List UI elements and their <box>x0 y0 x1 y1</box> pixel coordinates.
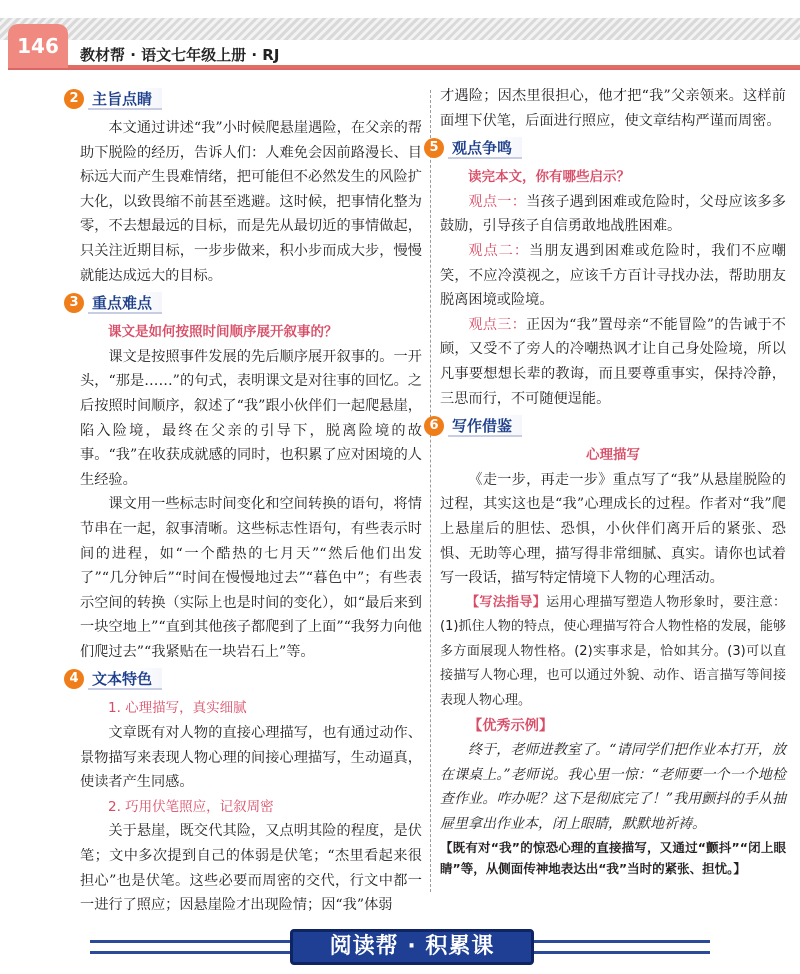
section-title: 观点争鸣 <box>448 137 522 159</box>
viewpoint-3 <box>440 313 786 411</box>
example-note: 【既有对“我”的惊恐心理的直接描写，又通过“颤抖”“闭上眼睛”等，从侧面传神地表达出“我”当时的紧张、担忧。】 <box>440 839 786 876</box>
section-number-badge: 6 <box>424 416 444 436</box>
section-2-heading <box>64 86 422 112</box>
book-title: 教材帮 · 语文七年级上册 · RJ <box>80 46 280 64</box>
section-title: 主旨点睛 <box>88 88 162 110</box>
viewpoint-1 <box>440 190 786 239</box>
viewpoint-text: 当朋友遇到困难或危险时，我们不应嘲笑，不应冷漠视之，应该千方百计寻找办法，帮助朋友脱离困境或险境。 <box>440 242 786 309</box>
writing-paragraph: 《走一步，再走一步》重点写了“我”从悬崖脱险的过程，其实这也是“我”心理成长的过程。作者对“我”爬上悬崖后的胆怯、恐惧，小伙伴们离开后的紧张、恐惧、无助等心理，描写得非常细腻、真实。请你也试着写一段话，描写特定情境下人物的心理活动。 <box>440 471 786 587</box>
key-question: 课文是如何按照时间顺序展开叙事的？ <box>108 324 338 341</box>
section-title: 写作借鉴 <box>448 415 522 437</box>
right-column <box>429 84 786 879</box>
section-number-badge: 5 <box>424 138 444 158</box>
debate-question: 读完本文，你有哪些启示？ <box>468 169 630 186</box>
column-divider <box>430 90 431 892</box>
continued-paragraph: 才遇险；因杰里很担心，他才把“我”父亲领来。这样前面埋下伏笔，后面进行照应，使文章结构严谨而周密。 <box>440 88 786 129</box>
page-number: 146 <box>8 24 68 68</box>
writing-subtitle: 心理描写 <box>586 447 640 464</box>
writing-guide <box>440 591 786 714</box>
example-text: 终于，老师进教室了。“请同学们把作业本打开，放在课桌上。”老师说。我心里一惊：“老师要一个一个地检查作业。咋办呢？这下是彻底完了！”我用颤抖的手从抽屉里拿出作业本，闭上眼睛，默默地祈祷。 <box>440 742 786 833</box>
viewpoint-text: 正因为“我”置母亲“不能冒险”的告诫于不顾，又受不了旁人的冷嘲热讽才让自己身处险境，所以凡事要想想长辈的教诲，而且要尊重事实，保持冷静，三思而行，不可随便逞能。 <box>440 316 786 407</box>
footer-banner: 阅读帮 · 积累课 <box>290 929 534 965</box>
section-title: 重点难点 <box>88 292 162 314</box>
left-column <box>69 84 422 918</box>
section-title: 文本特色 <box>88 668 162 690</box>
viewpoint-label: 观点一： <box>468 193 527 210</box>
feature-subheading: 1. 心理描写，真实细腻 <box>108 700 247 717</box>
header-underline <box>8 68 800 70</box>
guide-label: 【写法指导】 <box>466 594 547 610</box>
section-number-badge: 3 <box>64 293 84 313</box>
analysis-paragraph: 课文用一些标志时间变化和空间转换的语句，将情节串在一起，叙事清晰。这些标志性语句，有些表示时间的进程，如“一个酷热的七月天”“然后他们出发了”“几分钟后”“时间在慢慢地过去”“暮色中”；有些表示空间的转换（实际上也是时间的变化），如“最后来到一块空地上”“直到其他孩子都爬到了上面”“我努力向他们爬过去”“我紧贴在一块岩石上”等。 <box>80 496 422 660</box>
viewpoint-2 <box>440 239 786 313</box>
section-number-badge: 4 <box>64 669 84 689</box>
viewpoint-text: 当孩子遇到困难或危险时，父母应该多多鼓励，引导孩子自信勇敢地战胜困难。 <box>440 193 786 235</box>
section-4-heading <box>64 666 422 692</box>
section-5-heading <box>424 135 786 161</box>
section-3-heading <box>64 290 422 316</box>
analysis-paragraph: 课文是按照事件发展的先后顺序展开叙事的。一开头，“那是……”的句式，表明课文是对往事的回忆。之后按照时间顺序，叙述了“我”跟小伙伴们一起爬悬崖，陷入险境，最终在父亲的引导下，脱离险境的故事。“我”在收获成就感的同时，也积累了应对困境的人生经验。 <box>80 348 422 488</box>
feature-subheading: 2. 巧用伏笔照应，记叙周密 <box>108 798 274 815</box>
section-number-badge: 2 <box>64 89 84 109</box>
feature-paragraph: 关于悬崖，既交代其险，又点明其险的程度，是伏笔；文中多次提到自己的体弱是伏笔；“杰里看起来很担心”也是伏笔。这些必要而周密的交代，行文中都一一进行了照应；因悬崖险才出现险情；因“我”体弱 <box>80 823 422 914</box>
section-6-heading <box>424 413 786 439</box>
viewpoint-label: 观点二： <box>468 242 530 259</box>
header-stripe <box>0 18 800 40</box>
guide-text: 运用心理描写塑造人物形象时，要注意：(1)抓住人物的特点，使心理描写符合人物性格的发展，能够多方面展现人物性格。(2)实事求是，恰如其分。(3)可以直接描写人物心理，也可以通过外貌、动作、语言描写等间接表现人物心理。 <box>440 594 786 709</box>
feature-paragraph: 文章既有对人物的直接心理描写，也有通过动作、景物描写来表现人物心理的间接心理描写，生动逼真，使读者产生同感。 <box>80 725 422 791</box>
theme-paragraph: 本文通过讲述“我”小时候爬悬崖遇险，在父亲的帮助下脱险的经历，告诉人们：人难免会因前路漫长、目标远大而产生畏难情绪，把可能但不必然发生的风险扩大化，以致畏缩不前甚至逃避。这时候，把事情化整为零，不去想最远的目标，而是先从最切近的事情做起，只关注近期目标，一步步做来，积小步而成大步，慢慢就能达成远大的目标。 <box>80 120 422 284</box>
example-label: 【优秀示例】 <box>468 717 554 734</box>
viewpoint-label: 观点三： <box>468 316 526 333</box>
